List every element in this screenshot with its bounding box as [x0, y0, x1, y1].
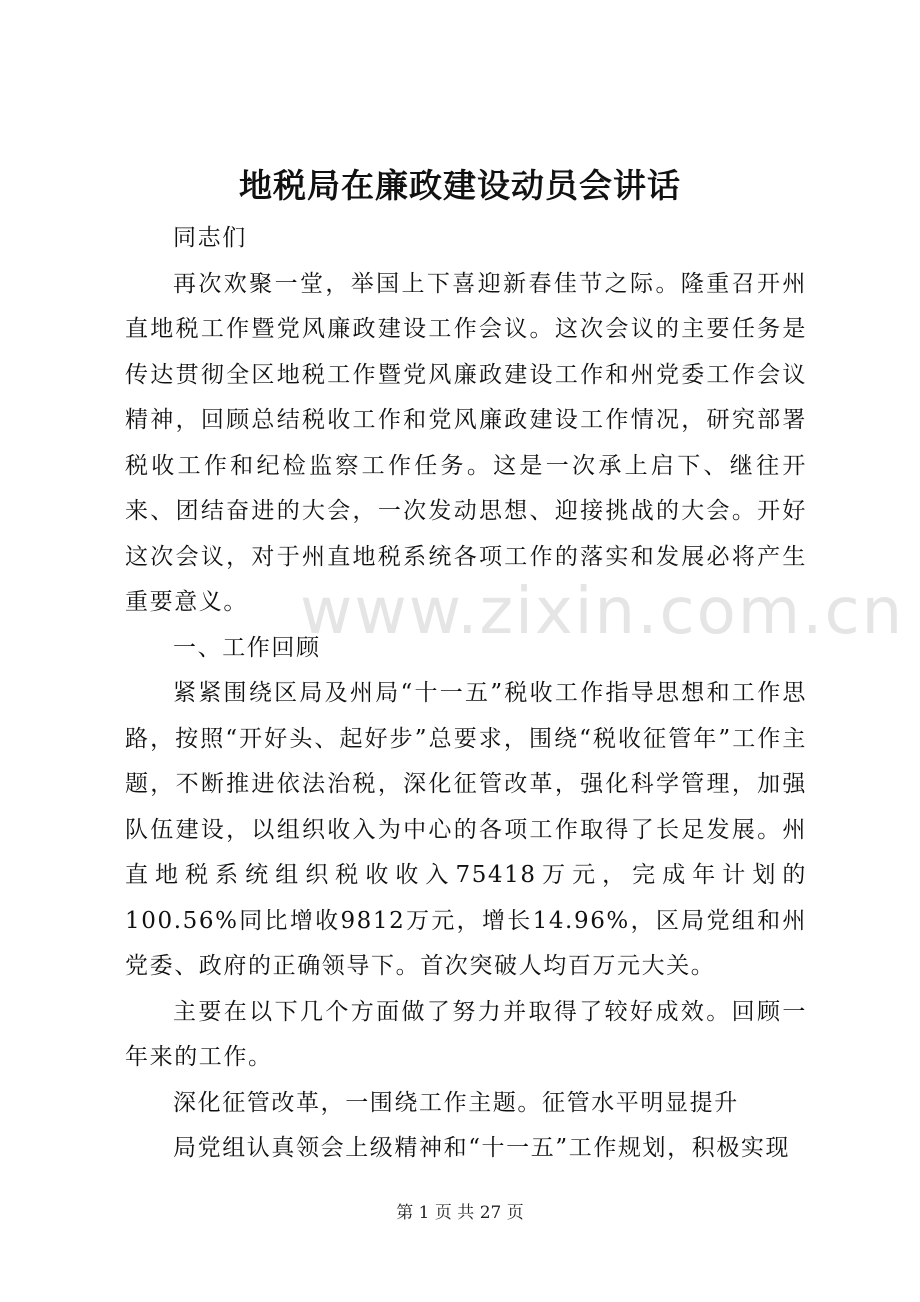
document-title: 地税局在廉政建设动员会讲话	[239, 166, 681, 205]
subheading-collection-reform: 深化征管改革，一围绕工作主题。征管水平明显提升	[173, 1089, 739, 1116]
page-footer: 第 1 页 共 27 页	[396, 1203, 524, 1223]
paragraph-party-group: 局党组认真领会上级精神和“十一五”工作规划，积极实现	[173, 1135, 791, 1161]
watermark: www.zixin.com.cn	[300, 575, 905, 649]
section-heading-work-review: 一、工作回顾	[173, 634, 321, 661]
paragraph-efforts: 主要在以下几个方面做了努力并取得了较好成效。回顾一年来的工作。	[125, 998, 807, 1070]
paragraph-salutation: 同志们	[173, 225, 247, 251]
document-body	[125, 216, 807, 1172]
paragraph-intro: 再次欢聚一堂，举国上下喜迎新春佳节之际。隆重召开州直地税工作暨党风廉政建设工作会议。这次会议的主要任务是传达贯彻全区地税工作暨党风廉政建设工作和州党委工作会议精神，回顾总结税收工作和党风廉政建设工作情况，研究部署税收工作和纪检监察工作任务。这是一次承上启下、继往开来、团结奋进的大会，一次发动思想、迎接挑战的大会。开好这次会议，对于州直地税系统各项工作的落实和发展必将产生重要意义。	[125, 270, 807, 615]
paragraph-review-summary: 紧紧围绕区局及州局“十一五”税收工作指导思想和工作思路，按照“开好头、起好步”总要求，围绕“税收征管年”工作主题，不断推进依法治税，深化征管改革，强化科学管理，加强队伍建设，以组织收入为中心的各项工作取得了长足发展。州直地税系统组织税收收入75418万元，完成年计划的100.56%同比增收9812万元，增长14.96%，区局党组和州党委、政府的正确领导下。首次突破人均百万元大关。	[125, 680, 807, 979]
